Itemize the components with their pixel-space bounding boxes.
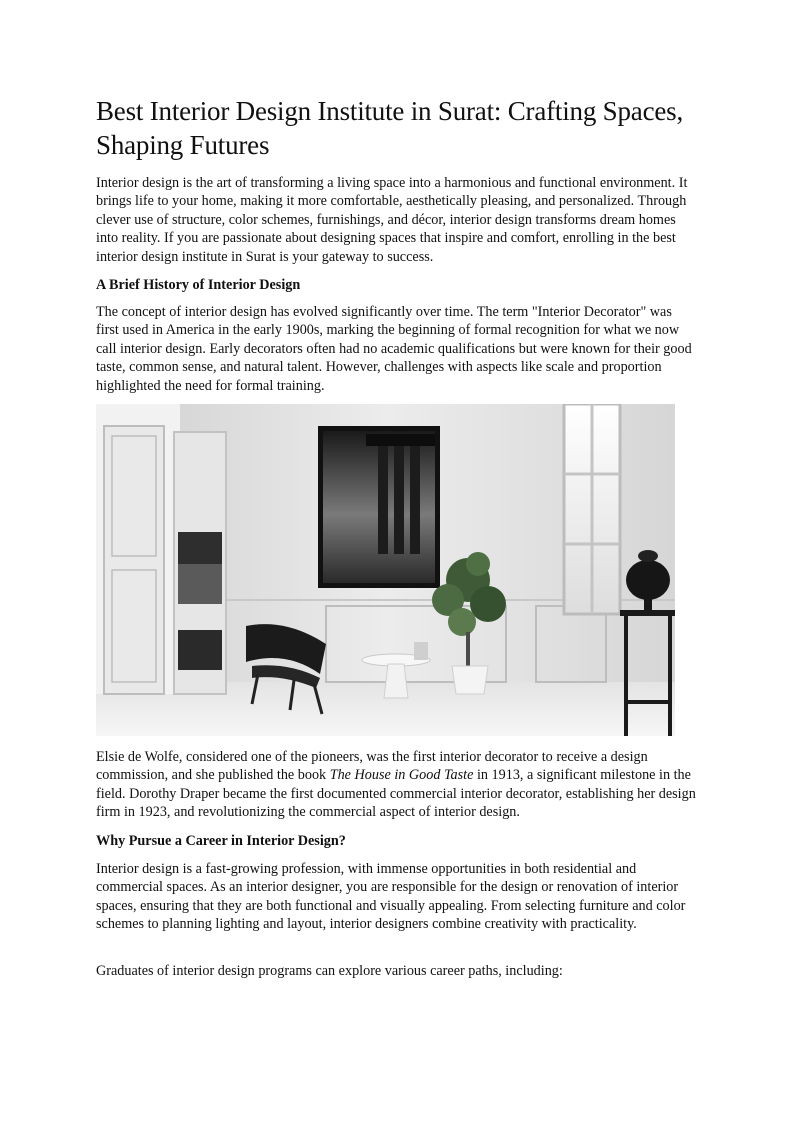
graduates-paragraph: Graduates of interior design programs can explore various career paths, including: bbox=[96, 963, 563, 979]
career-paragraph: Interior design is a fast-growing profession, with immense opportunities in both residential and commercial spaces. As an interior designer, you are responsible for the design or renovation of interior spaces, ensuring that they are both functional and visually appealing. From selecting furniture and color schemes to planning lighting and layout, interior designers combine creativity with practicality. bbox=[96, 861, 686, 933]
intro-paragraph: Interior design is the art of transforming a living space into a harmonious and functional environment. It brings life to your home, making it more comfortable, aesthetically pleasing, and personalized. Through clever use of structure, color schemes, furnishings, and décor, interior design transforms dream homes into reality. If you are passionate about designing spaces that inspire and comfort, enrolling in the best interior design institute in Surat is your gateway to success. bbox=[96, 175, 688, 265]
history-paragraph: The concept of interior design has evolved significantly over time. The term "Interior Decorator" was first used in America in the early 1900s, marking the beginning of formal recognition for what we now call interior design. Early decorators often had no academic qualifications but were known for their good taste, common sense, and natural talent. However, challenges with aspects like scale and proportion highlighted the need for formal training. bbox=[96, 304, 692, 394]
interior-room-photo bbox=[96, 404, 675, 736]
career-heading: Why Pursue a Career in Interior Design? bbox=[96, 833, 346, 849]
elsie-text-before: Elsie de Wolfe, considered one of the pioneers, was the first interior decorator to receive a design commission, and she published the book bbox=[96, 749, 648, 784]
page-title: Best Interior Design Institute in Surat: Crafting Spaces, Shaping Futures bbox=[96, 96, 683, 160]
elsie-paragraph bbox=[96, 748, 696, 822]
book-title: The House in Good Taste bbox=[329, 767, 474, 784]
elsie-text-after: in 1913, a significant milestone in the field. Dorothy Draper became the first documented commercial interior decorator, establishing her design firm in 1923, and revolutionizing the commercial aspect of interior design. bbox=[96, 767, 696, 821]
history-heading: A Brief History of Interior Design bbox=[96, 277, 301, 293]
